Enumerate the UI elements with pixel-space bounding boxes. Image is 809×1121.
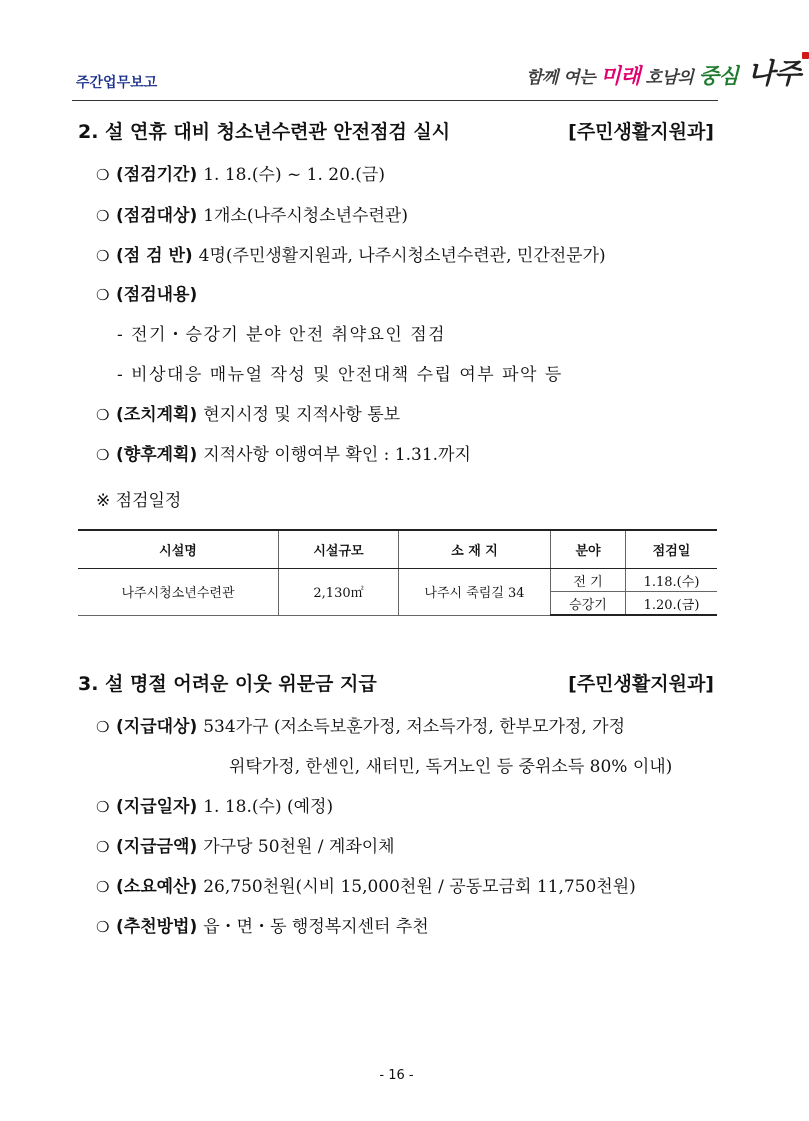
th-size: 시설규모 xyxy=(279,530,399,569)
logo-text-3: 호남의 xyxy=(640,68,699,88)
item-value: 지적사항 이행여부 확인 : 1.31.까지 xyxy=(203,445,471,465)
logo-text-1: 함께 여는 xyxy=(526,68,601,88)
s2-item-content xyxy=(96,280,197,305)
item-label: (지급일자) xyxy=(116,797,198,817)
section3-title xyxy=(78,669,718,697)
cell-date: 1.20.(금) xyxy=(626,592,718,616)
s3-item-method xyxy=(96,912,429,937)
section2-title xyxy=(78,117,718,145)
table-row xyxy=(78,569,717,592)
item-label: (점검기간) xyxy=(116,165,198,185)
header-divider xyxy=(72,100,718,101)
item-value: 1. 18.(수) (예정) xyxy=(203,797,334,817)
bullet-circle-icon: ❍ xyxy=(96,718,110,736)
section3-dept: [주민생활지원과] xyxy=(568,673,714,695)
item-value: 가구당 50천원 / 계좌이체 xyxy=(203,837,395,857)
s2-item-action xyxy=(96,400,400,425)
item-value: 26,750천원(시비 15,000천원 / 공동모금회 11,750천원) xyxy=(203,877,636,897)
item-value: 534가구 (저소득보훈가정, 저소득가정, 한부모가정, 가정 xyxy=(203,717,626,737)
item-label: (지급금액) xyxy=(116,837,198,857)
s2-content-line-2: - 비상대응 매뉴얼 작성 및 안전대책 수립 여부 파악 등 xyxy=(117,365,563,385)
bullet-circle-icon: ❍ xyxy=(96,247,110,265)
section2-heading: 2. 설 연휴 대비 청소년수련관 안전점검 실시 xyxy=(78,121,451,143)
section3-heading: 3. 설 명절 어려운 이웃 위문금 지급 xyxy=(78,673,377,695)
logo-text-2: 미래 xyxy=(600,63,641,88)
s3-item-recipients xyxy=(96,712,625,737)
logo-text-5: 나주 xyxy=(738,57,801,90)
bullet-circle-icon: ❍ xyxy=(96,166,110,184)
th-facility: 시설명 xyxy=(78,530,279,569)
item-value: 1. 18.(수) ~ 1. 20.(금) xyxy=(203,165,385,185)
bullet-circle-icon: ❍ xyxy=(96,406,110,424)
table-header-row xyxy=(78,530,717,569)
s2-item-team xyxy=(96,241,606,266)
item-label: (점검대상) xyxy=(116,206,198,226)
s3-item-budget xyxy=(96,872,636,897)
inspection-schedule-note: ※ 점검일정 xyxy=(96,491,182,511)
th-field: 분야 xyxy=(551,530,626,569)
item-label: (점 검 반) xyxy=(116,246,193,266)
s2-content-line-1: - 전기・승강기 분야 안전 취약요인 점검 xyxy=(117,325,447,345)
th-date: 점검일 xyxy=(626,530,718,569)
item-value: 현지시정 및 지적사항 통보 xyxy=(203,405,401,425)
item-label: (향후계획) xyxy=(116,445,198,465)
cell-date: 1.18.(수) xyxy=(626,569,718,592)
item-label: (소요예산) xyxy=(116,877,198,897)
item-value: 읍・면・동 행정복지센터 추천 xyxy=(203,917,429,937)
item-label: (점검내용) xyxy=(116,285,198,305)
logo-text-4: 중심 xyxy=(698,63,739,88)
s2-item-followup xyxy=(96,440,471,465)
bullet-circle-icon: ❍ xyxy=(96,838,110,856)
s3-item-date xyxy=(96,792,333,817)
item-label: (조치계획) xyxy=(116,405,198,425)
bullet-circle-icon: ❍ xyxy=(96,286,110,304)
bullet-circle-icon: ❍ xyxy=(96,207,110,225)
cell-location: 나주시 죽림길 34 xyxy=(399,569,551,616)
item-value: 1개소(나주시청소년수련관) xyxy=(203,206,408,226)
item-label: (지급대상) xyxy=(116,717,198,737)
header-label: 주간업무보고 xyxy=(76,75,158,91)
s2-item-period xyxy=(96,160,385,185)
inspection-schedule-table xyxy=(78,529,717,616)
bullet-circle-icon: ❍ xyxy=(96,798,110,816)
s3-item-amount xyxy=(96,832,395,857)
section2-dept: [주민생활지원과] xyxy=(568,121,714,143)
cell-field: 전 기 xyxy=(551,569,626,592)
bullet-circle-icon: ❍ xyxy=(96,878,110,896)
page-number: - 16 - xyxy=(379,1068,414,1083)
th-location: 소 재 지 xyxy=(399,530,551,569)
s2-item-target xyxy=(96,201,408,226)
item-value: 4명(주민생활지원과, 나주시청소년수련관, 민간전문가) xyxy=(198,246,606,266)
bullet-circle-icon: ❍ xyxy=(96,446,110,464)
s3-recipients-continuation: 위탁가정, 한센인, 새터민, 독거노인 등 중위소득 80% 이내) xyxy=(229,757,673,777)
cell-facility: 나주시청소년수련관 xyxy=(78,569,279,616)
cell-size: 2,130㎡ xyxy=(279,569,399,616)
city-logo xyxy=(526,52,801,92)
item-label: (추천방법) xyxy=(116,917,198,937)
logo-seal-icon xyxy=(802,52,809,59)
cell-field: 승강기 xyxy=(551,592,626,616)
bullet-circle-icon: ❍ xyxy=(96,918,110,936)
